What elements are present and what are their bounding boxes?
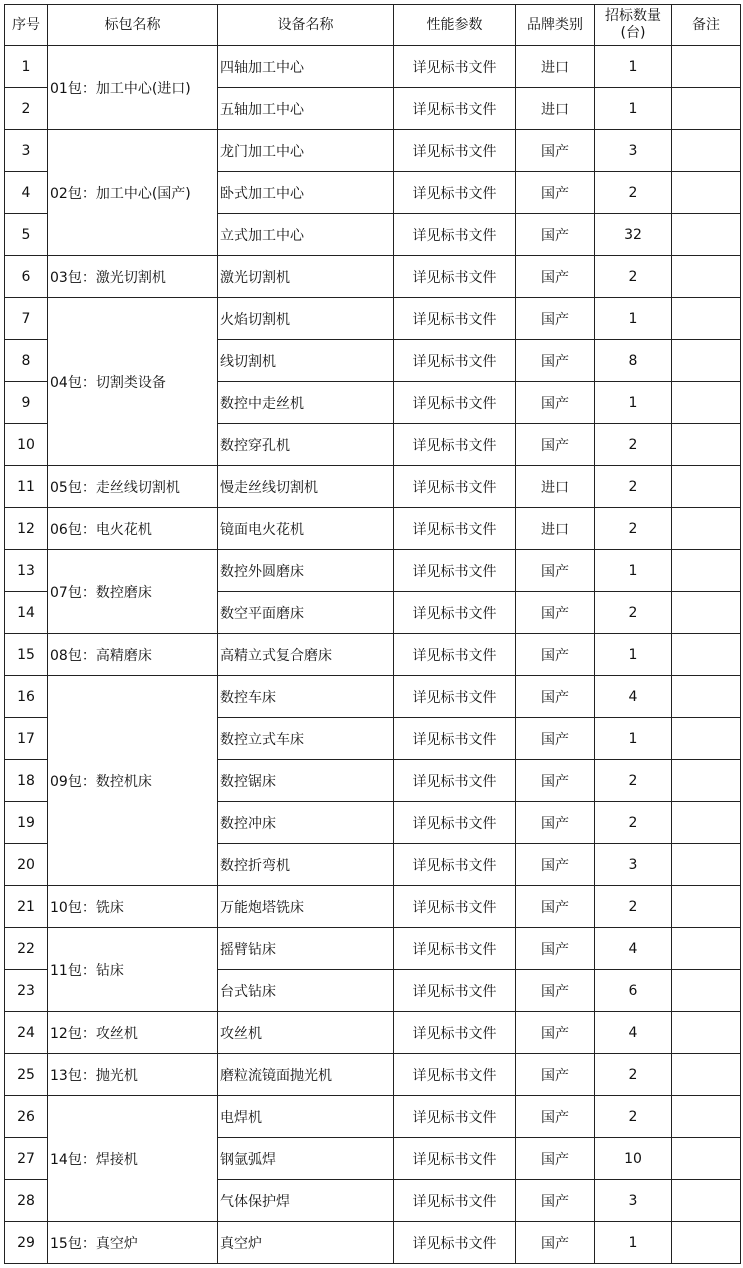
seq-cell: 13 [5,550,48,592]
seq-cell: 16 [5,676,48,718]
remark-cell [672,46,741,88]
seq-cell: 26 [5,1096,48,1138]
seq-cell: 28 [5,1180,48,1222]
table-body [5,46,741,1264]
seq-cell: 18 [5,760,48,802]
remark-cell [672,382,741,424]
spec-cell: 详见标书文件 [394,382,516,424]
spec-cell: 详见标书文件 [394,886,516,928]
brand-cell: 国产 [516,256,595,298]
equipment-cell: 数空平面磨床 [218,592,394,634]
qty-cell: 2 [595,886,672,928]
equipment-cell: 数控穿孔机 [218,424,394,466]
table-row [5,508,741,550]
equipment-cell: 磨粒流镜面抛光机 [218,1054,394,1096]
table-row [5,298,741,340]
equipment-cell: 五轴加工中心 [218,88,394,130]
brand-cell: 国产 [516,1054,595,1096]
brand-cell: 国产 [516,382,595,424]
seq-cell: 22 [5,928,48,970]
seq-cell: 12 [5,508,48,550]
spec-cell: 详见标书文件 [394,508,516,550]
brand-cell: 进口 [516,466,595,508]
equipment-cell: 数控外圆磨床 [218,550,394,592]
remark-cell [672,802,741,844]
remark-cell [672,340,741,382]
table-row [5,256,741,298]
seq-cell: 1 [5,46,48,88]
qty-cell: 2 [595,802,672,844]
spec-cell: 详见标书文件 [394,550,516,592]
spec-cell: 详见标书文件 [394,802,516,844]
qty-cell: 32 [595,214,672,256]
package-cell: 01包：加工中心(进口) [48,46,218,130]
remark-cell [672,130,741,172]
package-cell: 11包：钻床 [48,928,218,1012]
equipment-cell: 数控车床 [218,676,394,718]
brand-cell: 国产 [516,844,595,886]
remark-cell [672,172,741,214]
spec-cell: 详见标书文件 [394,214,516,256]
package-cell: 09包：数控机床 [48,676,218,886]
spec-cell: 详见标书文件 [394,970,516,1012]
equipment-cell: 电焊机 [218,1096,394,1138]
table-row [5,634,741,676]
seq-cell: 19 [5,802,48,844]
qty-cell: 1 [595,382,672,424]
qty-cell: 2 [595,592,672,634]
spec-cell: 详见标书文件 [394,676,516,718]
tender-table [4,4,741,1264]
seq-cell: 5 [5,214,48,256]
brand-cell: 国产 [516,928,595,970]
brand-cell: 国产 [516,1138,595,1180]
table-row [5,1012,741,1054]
table-row [5,1222,741,1264]
equipment-cell: 数控立式车床 [218,718,394,760]
spec-cell: 详见标书文件 [394,1138,516,1180]
seq-cell: 25 [5,1054,48,1096]
package-cell: 14包：焊接机 [48,1096,218,1222]
spec-cell: 详见标书文件 [394,928,516,970]
qty-cell: 2 [595,1054,672,1096]
seq-cell: 11 [5,466,48,508]
package-cell: 05包：走丝线切割机 [48,466,218,508]
remark-cell [672,550,741,592]
brand-cell: 国产 [516,802,595,844]
equipment-cell: 数控锯床 [218,760,394,802]
seq-cell: 20 [5,844,48,886]
seq-cell: 14 [5,592,48,634]
spec-cell: 详见标书文件 [394,424,516,466]
equipment-cell: 万能炮塔铣床 [218,886,394,928]
table-row [5,1096,741,1138]
qty-cell: 1 [595,634,672,676]
qty-cell: 1 [595,550,672,592]
brand-cell: 国产 [516,130,595,172]
spec-cell: 详见标书文件 [394,592,516,634]
equipment-cell: 卧式加工中心 [218,172,394,214]
equipment-cell: 镜面电火花机 [218,508,394,550]
remark-cell [672,928,741,970]
brand-cell: 国产 [516,634,595,676]
spec-cell: 详见标书文件 [394,844,516,886]
spec-cell: 详见标书文件 [394,46,516,88]
remark-cell [672,592,741,634]
header-brand: 品牌类别 [516,5,595,46]
qty-cell: 1 [595,88,672,130]
equipment-cell: 慢走丝线切割机 [218,466,394,508]
equipment-cell: 气体保护焊 [218,1180,394,1222]
seq-cell: 3 [5,130,48,172]
spec-cell: 详见标书文件 [394,634,516,676]
table-row [5,46,741,88]
remark-cell [672,718,741,760]
package-cell: 03包：激光切割机 [48,256,218,298]
remark-cell [672,424,741,466]
seq-cell: 27 [5,1138,48,1180]
header-qty: 招标数量(台) [595,5,672,46]
brand-cell: 国产 [516,1180,595,1222]
qty-cell: 10 [595,1138,672,1180]
brand-cell: 进口 [516,508,595,550]
header-package: 标包名称 [48,5,218,46]
package-cell: 02包：加工中心(国产) [48,130,218,256]
brand-cell: 国产 [516,676,595,718]
remark-cell [672,760,741,802]
qty-cell: 2 [595,508,672,550]
brand-cell: 国产 [516,298,595,340]
brand-cell: 国产 [516,760,595,802]
table-row [5,130,741,172]
brand-cell: 国产 [516,592,595,634]
qty-cell: 1 [595,46,672,88]
spec-cell: 详见标书文件 [394,130,516,172]
package-cell: 12包：攻丝机 [48,1012,218,1054]
equipment-cell: 钢氩弧焊 [218,1138,394,1180]
qty-cell: 2 [595,760,672,802]
equipment-cell: 台式钻床 [218,970,394,1012]
remark-cell [672,1222,741,1264]
spec-cell: 详见标书文件 [394,1012,516,1054]
spec-cell: 详见标书文件 [394,88,516,130]
qty-cell: 6 [595,970,672,1012]
remark-cell [672,1180,741,1222]
table-row [5,466,741,508]
equipment-cell: 线切割机 [218,340,394,382]
package-cell: 15包：真空炉 [48,1222,218,1264]
equipment-cell: 真空炉 [218,1222,394,1264]
seq-cell: 23 [5,970,48,1012]
qty-cell: 1 [595,1222,672,1264]
brand-cell: 国产 [516,718,595,760]
seq-cell: 8 [5,340,48,382]
qty-cell: 1 [595,298,672,340]
seq-cell: 10 [5,424,48,466]
remark-cell [672,88,741,130]
package-cell: 07包：数控磨床 [48,550,218,634]
equipment-cell: 摇臂钻床 [218,928,394,970]
seq-cell: 2 [5,88,48,130]
remark-cell [672,970,741,1012]
table-row [5,886,741,928]
equipment-cell: 火焰切割机 [218,298,394,340]
table-row [5,928,741,970]
brand-cell: 国产 [516,550,595,592]
remark-cell [672,676,741,718]
remark-cell [672,1012,741,1054]
equipment-cell: 四轴加工中心 [218,46,394,88]
qty-cell: 2 [595,172,672,214]
brand-cell: 国产 [516,886,595,928]
equipment-cell: 数控中走丝机 [218,382,394,424]
qty-cell: 2 [595,1096,672,1138]
seq-cell: 9 [5,382,48,424]
remark-cell [672,298,741,340]
brand-cell: 进口 [516,46,595,88]
remark-cell [672,214,741,256]
remark-cell [672,466,741,508]
qty-cell: 8 [595,340,672,382]
remark-cell [672,1054,741,1096]
brand-cell: 国产 [516,1012,595,1054]
qty-cell: 4 [595,1012,672,1054]
remark-cell [672,886,741,928]
package-cell: 06包：电火花机 [48,508,218,550]
package-cell: 10包：铣床 [48,886,218,928]
spec-cell: 详见标书文件 [394,718,516,760]
qty-cell: 3 [595,130,672,172]
header-seq: 序号 [5,5,48,46]
remark-cell [672,844,741,886]
equipment-cell: 高精立式复合磨床 [218,634,394,676]
spec-cell: 详见标书文件 [394,256,516,298]
qty-cell: 2 [595,466,672,508]
package-cell: 13包：抛光机 [48,1054,218,1096]
seq-cell: 21 [5,886,48,928]
remark-cell [672,1138,741,1180]
qty-cell: 3 [595,1180,672,1222]
equipment-cell: 立式加工中心 [218,214,394,256]
header-row [5,5,741,46]
remark-cell [672,1096,741,1138]
equipment-cell: 激光切割机 [218,256,394,298]
brand-cell: 国产 [516,970,595,1012]
seq-cell: 7 [5,298,48,340]
brand-cell: 国产 [516,172,595,214]
qty-cell: 1 [595,718,672,760]
spec-cell: 详见标书文件 [394,340,516,382]
brand-cell: 国产 [516,340,595,382]
spec-cell: 详见标书文件 [394,1054,516,1096]
header-equipment: 设备名称 [218,5,394,46]
equipment-cell: 数控冲床 [218,802,394,844]
header-remark: 备注 [672,5,741,46]
remark-cell [672,508,741,550]
seq-cell: 17 [5,718,48,760]
header-spec: 性能参数 [394,5,516,46]
remark-cell [672,634,741,676]
package-cell: 08包：高精磨床 [48,634,218,676]
spec-cell: 详见标书文件 [394,298,516,340]
table-row [5,676,741,718]
brand-cell: 进口 [516,88,595,130]
spec-cell: 详见标书文件 [394,172,516,214]
qty-cell: 2 [595,424,672,466]
seq-cell: 29 [5,1222,48,1264]
spec-cell: 详见标书文件 [394,1222,516,1264]
seq-cell: 24 [5,1012,48,1054]
package-cell: 04包：切割类设备 [48,298,218,466]
seq-cell: 4 [5,172,48,214]
spec-cell: 详见标书文件 [394,1096,516,1138]
remark-cell [672,256,741,298]
seq-cell: 15 [5,634,48,676]
equipment-cell: 数控折弯机 [218,844,394,886]
brand-cell: 国产 [516,214,595,256]
spec-cell: 详见标书文件 [394,466,516,508]
spec-cell: 详见标书文件 [394,1180,516,1222]
qty-cell: 3 [595,844,672,886]
brand-cell: 国产 [516,424,595,466]
equipment-cell: 攻丝机 [218,1012,394,1054]
seq-cell: 6 [5,256,48,298]
brand-cell: 国产 [516,1222,595,1264]
brand-cell: 国产 [516,1096,595,1138]
table-row [5,1054,741,1096]
qty-cell: 4 [595,928,672,970]
spec-cell: 详见标书文件 [394,760,516,802]
table-row [5,550,741,592]
qty-cell: 2 [595,256,672,298]
qty-cell: 4 [595,676,672,718]
equipment-cell: 龙门加工中心 [218,130,394,172]
